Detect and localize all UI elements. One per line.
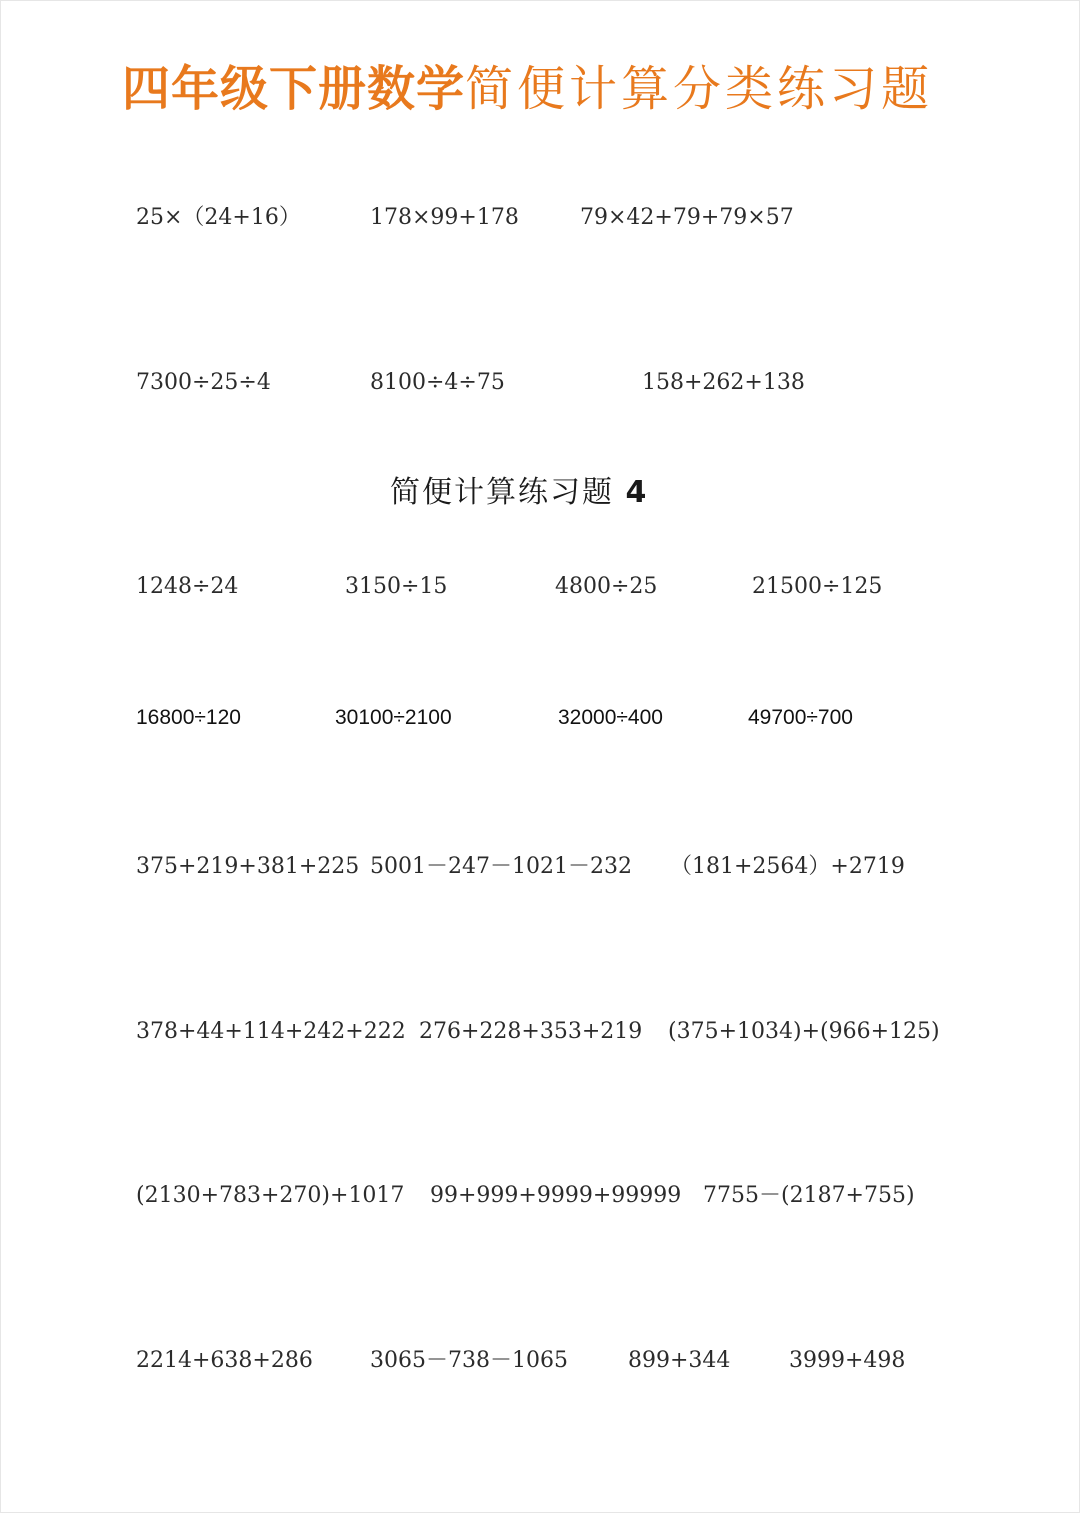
problem-r8-4: 3999+498	[789, 1348, 906, 1373]
problem-r8-3: 899+344	[628, 1348, 731, 1373]
problem-r8-2: 3065－738－1065	[370, 1348, 568, 1373]
problem-r1-2: 178×99+178	[370, 205, 519, 230]
section-number: 4	[625, 475, 649, 510]
problem-r3-4: 21500÷125	[752, 574, 883, 599]
title-grade: 四年级下册数学	[122, 61, 466, 117]
problem-r2-3: 158+262+138	[642, 370, 805, 395]
problem-r6-2: 276+228+353+219	[419, 1019, 643, 1044]
problem-r4-4: 49700÷700	[748, 706, 853, 729]
problem-r6-3: (375+1034)+(966+125)	[668, 1019, 940, 1044]
problem-r5-3: （181+2564）+2719	[670, 854, 905, 879]
title-topic: 简便计算分类练习题	[465, 61, 934, 117]
section-title	[390, 472, 648, 514]
page-title	[122, 58, 933, 120]
problem-r2-2: 8100÷4÷75	[370, 370, 505, 395]
section-title-text: 简便计算练习题	[390, 475, 614, 510]
problem-r4-1: 16800÷120	[136, 706, 241, 729]
problem-r2-1: 7300÷25÷4	[136, 370, 271, 395]
problem-r5-2: 5001－247－1021－232	[370, 854, 632, 879]
problem-r1-1: 25×（24+16）	[136, 205, 301, 230]
problem-r5-1: 375+219+381+225	[136, 854, 360, 879]
problem-r3-1: 1248÷24	[136, 574, 239, 599]
problem-r4-3: 32000÷400	[558, 706, 663, 729]
problem-r4-2: 30100÷2100	[335, 706, 452, 729]
problem-r3-2: 3150÷15	[345, 574, 448, 599]
problem-r6-1: 378+44+114+242+222	[136, 1019, 406, 1044]
problem-r7-1: (2130+783+270)+1017	[136, 1183, 405, 1208]
problem-r8-1: 2214+638+286	[136, 1348, 313, 1373]
problem-r3-3: 4800÷25	[555, 574, 658, 599]
problem-r1-3: 79×42+79+79×57	[580, 205, 794, 230]
problem-r7-2: 99+999+9999+99999	[430, 1183, 682, 1208]
problem-r7-3: 7755－(2187+755)	[703, 1183, 915, 1208]
